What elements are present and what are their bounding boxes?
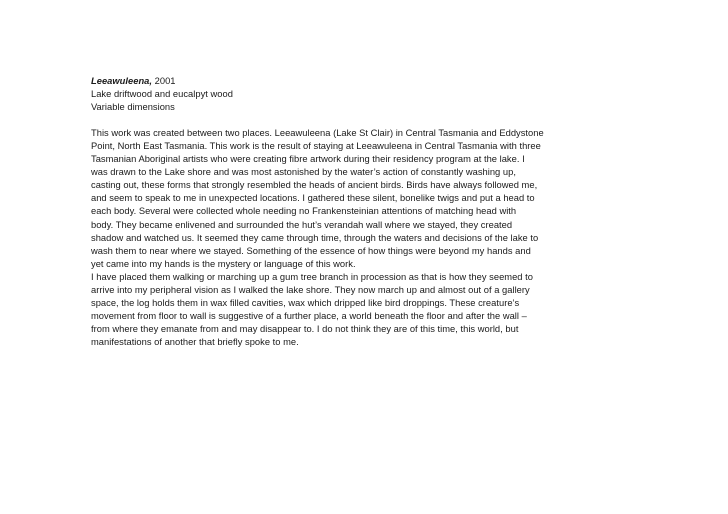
statement-line: This work was created between two places. Leeawuleena (Lake St Clair) in Central Tasmania and Eddystone <box>91 128 544 139</box>
artwork-description <box>91 75 631 349</box>
statement-line: yet came into my hands is the mystery or language of this work. <box>91 258 356 269</box>
statement-line: I have placed them walking or marching up a gum tree branch in procession as that is how they seemed to <box>91 271 533 282</box>
artwork-dimensions: Variable dimensions <box>91 102 175 113</box>
artwork-title-line <box>91 75 631 88</box>
statement-line: Tasmanian Aboriginal artists who were creating fibre artwork during their residency program at the lake. I <box>91 154 525 165</box>
statement-line: space, the log holds them in wax filled cavities, wax which dripped like bird droppings. These creature’s <box>91 297 520 308</box>
artwork-year: 2001 <box>152 76 176 86</box>
artwork-title: Leeawuleena, <box>91 76 153 86</box>
statement-line: wash them to near where we stayed. Something of the essence of how things were beyond my hands and <box>91 245 531 256</box>
statement-line: was drawn to the Lake shore and was most astonished by the water’s action of constantly washing up, <box>91 167 516 178</box>
statement-line: manifestations of another that briefly spoke to me. <box>91 336 299 347</box>
statement-line: movement from floor to wall is suggestive of a further place, a world beneath the floor and after the wall – <box>91 310 527 321</box>
statement-line: from where they emanate from and may disappear to. I do not think they are of this time, this world, but <box>91 323 519 334</box>
paragraph-spacer <box>91 114 631 127</box>
statement-line: arrive into my peripheral vision as I walked the lake shore. They now march up and almost out of a gallery <box>91 284 530 295</box>
statement-line: each body. Several were collected whole needing no Frankensteinian attentions of matching head with <box>91 206 517 217</box>
statement-line: casting out, these forms that strongly resembled the heads of ancient birds. Birds have always followed me, <box>91 180 538 191</box>
artwork-medium: Lake driftwood and eucalpyt wood <box>91 89 233 100</box>
statement-line: Point, North East Tasmania. This work is the result of staying at Leeawuleena in Central Tasmania with three <box>91 141 541 152</box>
artist-statement <box>91 127 631 349</box>
statement-line: and seem to speak to me in unexpected locations. I gathered these silent, bonelike twigs and put a head to <box>91 193 535 204</box>
statement-line: shadow and watched us. It seemed they came through time, through the waters and decisions of the lake to <box>91 232 539 243</box>
statement-line: body. They became enlivened and surrounded the hut’s verandah wall where we stayed, they created <box>91 219 513 230</box>
